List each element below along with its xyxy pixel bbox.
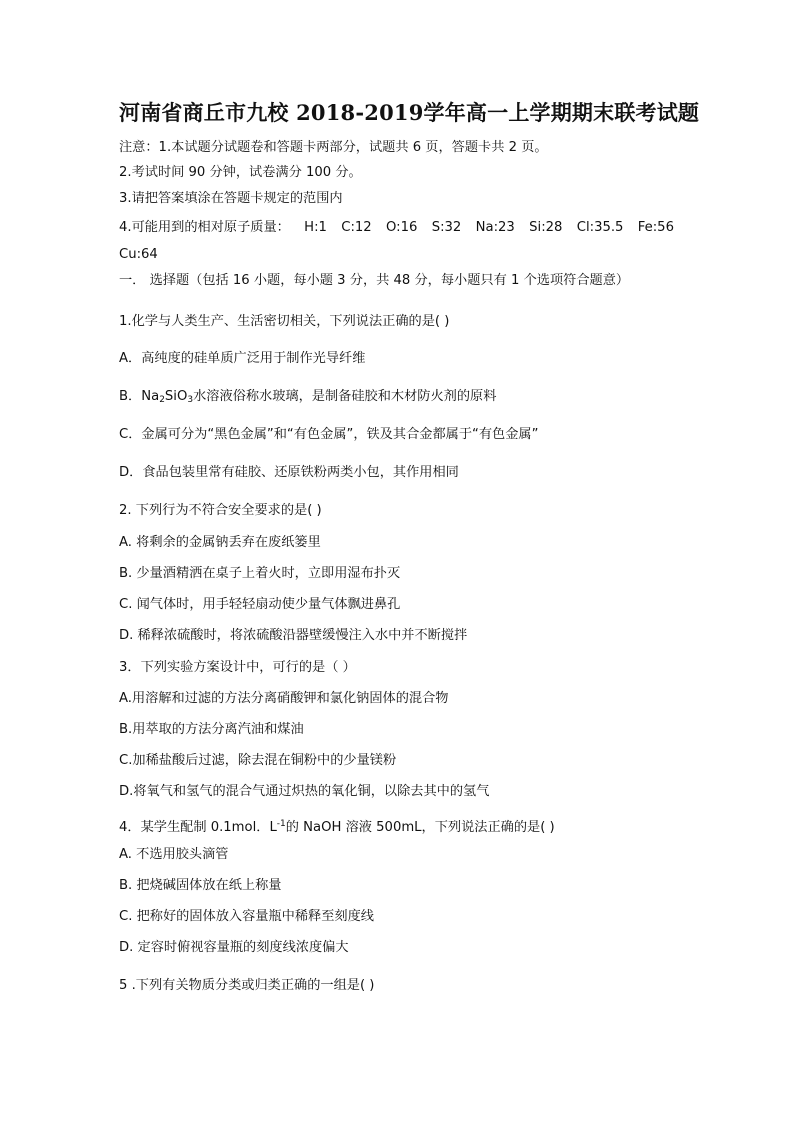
mass-o: O:16 — [386, 220, 418, 235]
mass-h: H:1 — [304, 220, 327, 235]
q1-b-text: 水溶液俗称水玻璃，是制备硅胶和木材防火剂的原料 — [193, 389, 497, 404]
mass-cu: Cu:64 — [119, 247, 158, 262]
q1-b-mid: SiO — [164, 389, 188, 404]
mass-c: C:12 — [341, 220, 372, 235]
note-2: 2.考试时间 90 分钟，试卷满分 100 分。 — [119, 165, 362, 180]
q3-option-c: C.加稀盐酸后过滤，除去混在铜粉中的少量镁粉 — [119, 753, 397, 768]
mass-si: Si:28 — [529, 220, 563, 235]
q4-stem-text: 的 NaOH 溶液 500mL，下列说法正确的是( ) — [285, 820, 555, 835]
q3-option-a: A.用溶解和过滤的方法分离硝酸钾和氯化钠固体的混合物 — [119, 691, 449, 706]
note-1: 注意：1.本试题分试题卷和答题卡两部分，试题共 6 页，答题卡共 2 页。 — [119, 140, 548, 155]
q1-option-a: A．高纯度的硅单质广泛用于制作光导纤维 — [119, 351, 366, 366]
q1-b-sub1: 2 — [159, 395, 165, 405]
q4-stem — [119, 815, 679, 837]
q5-stem: 5 .下列有关物质分类或归类正确的一组是( ) — [119, 978, 375, 993]
q4-option-b: B. 把烧碱固体放在纸上称量 — [119, 878, 282, 893]
q1-stem: 1.化学与人类生产、生活密切相关，下列说法正确的是( ) — [119, 314, 450, 329]
q2-option-c: C. 闻气体时，用手轻轻扇动使少量气体飘进鼻孔 — [119, 597, 401, 612]
note-3: 3.请把答案填涂在答题卡规定的范围内 — [119, 191, 343, 206]
mass-cl: Cl:35.5 — [576, 220, 624, 235]
q3-option-d: D.将氧气和氢气的混合气通过炽热的氧化铜，以除去其中的氢气 — [119, 784, 490, 799]
q1-option-b — [119, 388, 679, 409]
mass-fe: Fe:56 — [637, 220, 674, 235]
q1-option-c: C．金属可分为“黑色金属”和“有色金属”，铁及其合金都属于“有色金属” — [119, 427, 539, 442]
q1-option-d: D．食品包装里常有硅胶、还原铁粉两类小包，其作用相同 — [119, 465, 459, 480]
q1-b-prefix: B．Na — [119, 389, 160, 404]
q2-stem: 2. 下列行为不符合安全要求的是( ) — [119, 503, 322, 518]
q4-stem-prefix: 4．某学生配制 0.1mol．L — [119, 820, 277, 835]
mass-s: S:32 — [431, 220, 462, 235]
q3-stem: 3．下列实验方案设计中，可行的是（ ） — [119, 660, 356, 675]
mass-na: Na:23 — [475, 220, 515, 235]
note-4 — [119, 219, 679, 237]
page-title: 河南省商丘市九校 2018-2019学年高一上学期期末联考试题 — [119, 100, 700, 125]
q2-option-a: A. 将剩余的金属钠丢弃在废纸篓里 — [119, 535, 321, 550]
q1-b-sub2: 3 — [187, 395, 194, 405]
section-heading: 一． 选择题（包括 16 小题，每小题 3 分，共 48 分，每小题只有 1 个选项符合题意） — [119, 273, 630, 288]
atomic-mass-list — [119, 219, 674, 237]
q2-option-d: D. 稀释浓硫酸时，将浓硫酸沿器壁缓慢注入水中并不断搅拌 — [119, 628, 468, 643]
q2-option-b: B. 少量酒精洒在桌子上着火时，立即用湿布扑灭 — [119, 566, 401, 581]
note-4-label: 4.可能用到的相对原子质量： — [119, 220, 290, 235]
q4-stem-sup: -1 — [276, 819, 286, 829]
q3-option-b: B.用萃取的方法分离汽油和煤油 — [119, 722, 304, 737]
q4-option-d: D. 定容时俯视容量瓶的刻度线浓度偏大 — [119, 940, 349, 955]
q4-option-c: C. 把称好的固体放入容量瓶中稀释至刻度线 — [119, 909, 374, 924]
q4-option-a: A. 不选用胶头滴管 — [119, 847, 229, 862]
